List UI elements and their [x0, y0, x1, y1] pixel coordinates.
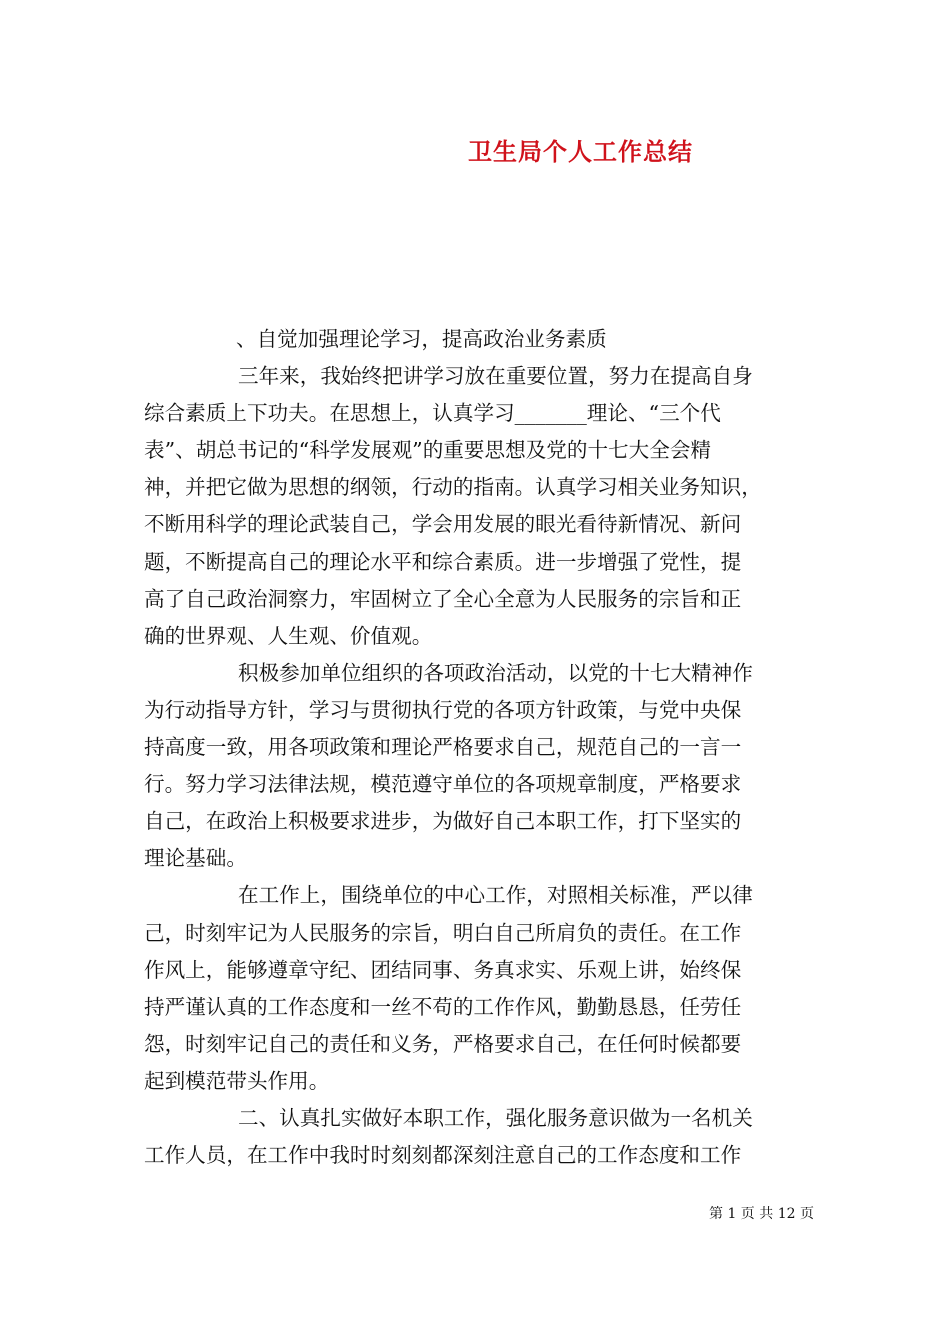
paragraph-line: 在工作上，围绕单位的中心工作，对照相关标准，严以律 — [238, 883, 753, 908]
section-heading-2: 二、认真扎实做好本职工作，强化服务意识做为一名机关 — [238, 1105, 753, 1130]
section-heading-1: 、自觉加强理论学习，提高政治业务素质 — [236, 327, 607, 351]
paragraph-line: 积极参加单位组织的各项政治活动，以党的十七大精神作 — [238, 660, 753, 685]
paragraph-line: 确的世界观、人生观、价值观。 — [144, 623, 433, 648]
paragraph-line: 不断用科学的理论武装自己，学会用发展的眼光看待新情况、新问 — [144, 512, 742, 537]
paragraph-line: 三年来，我始终把讲学习放在重要位置，努力在提高自身 — [238, 364, 753, 389]
page-number: 第 1 页 共 12 页 — [709, 1206, 814, 1222]
paragraph-line: 为行动指导方针，学习与贯彻执行党的各项方针政策，与党中央保 — [144, 697, 742, 722]
paragraph-line: 持高度一致，用各项政策和理论严格要求自己，规范自己的一言一 — [144, 735, 742, 760]
document-body — [144, 321, 812, 1174]
paragraph-line: 表”、胡总书记的“科学发展观”的重要思想及党的十七大全会精 — [144, 438, 712, 463]
paragraph-line: 持严谨认真的工作态度和一丝不苟的工作作风，勤勤恳恳，任劳任 — [144, 994, 742, 1019]
paragraph-line: 己，时刻牢记为人民服务的宗旨，明白自己所肩负的责任。在工作 — [144, 920, 742, 945]
paragraph-line: 综合素质上下功夫。在思想上，认真学习_______理论、“三个代 — [144, 401, 721, 426]
paragraph-line: 工作人员，在工作中我时时刻刻都深刻注意自己的工作态度和工作 — [144, 1143, 742, 1168]
paragraph-line: 作风上，能够遵章守纪、团结同事、务真求实、乐观上讲，始终保 — [144, 957, 742, 982]
paragraph-line: 起到模范带头作用。 — [144, 1068, 330, 1093]
paragraph-line: 神，并把它做为思想的纲领，行动的指南。认真学习相关业务知识， — [144, 475, 762, 500]
paragraph-line: 题，不断提高自己的理论水平和综合素质。进一步增强了党性，提 — [144, 549, 742, 574]
paragraph-line: 怨，时刻牢记自己的责任和义务，严格要求自己，在任何时候都要 — [144, 1031, 742, 1056]
paragraph-line: 理论基础。 — [144, 846, 247, 871]
paragraph-line: 自己，在政治上积极要求进步，为做好自己本职工作，打下坚实的 — [144, 809, 742, 834]
paragraph-line: 高了自己政治洞察力，牢固树立了全心全意为人民服务的宗旨和正 — [144, 586, 742, 611]
paragraph-line: 行。努力学习法律法规，模范遵守单位的各项规章制度，严格要求 — [144, 772, 742, 797]
document-title: 卫生局个人工作总结 — [468, 137, 693, 166]
